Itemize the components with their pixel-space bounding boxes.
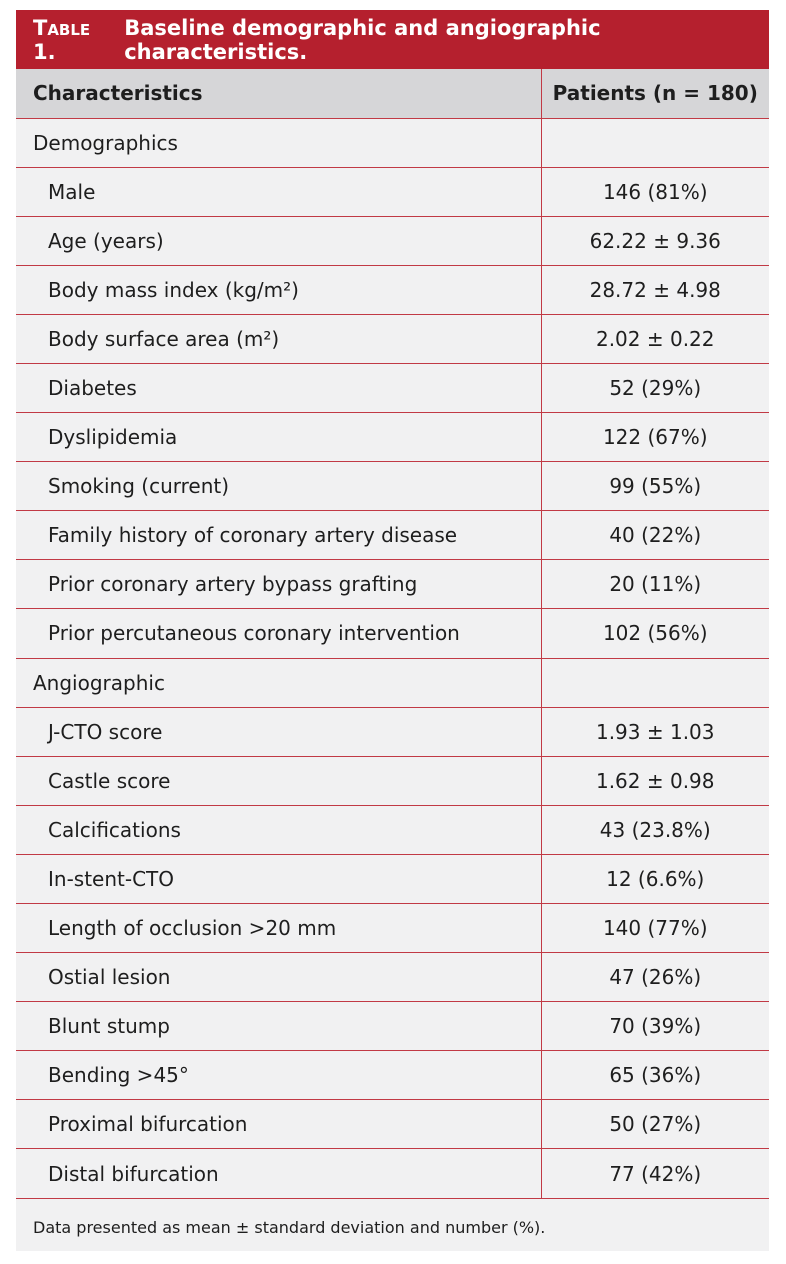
row-label: Distal bifurcation xyxy=(48,1161,219,1186)
table-body xyxy=(16,118,769,1198)
row-value: 77 (42%) xyxy=(541,1149,769,1198)
row-value: 99 (55%) xyxy=(541,462,769,511)
table-row xyxy=(16,511,769,560)
table-row xyxy=(16,904,769,953)
header-patients: Patients (n = 180) xyxy=(541,69,769,118)
characteristics-table xyxy=(16,69,769,1198)
table-row xyxy=(16,1149,769,1198)
table-row xyxy=(16,1051,769,1100)
row-value: 28.72 ± 4.98 xyxy=(541,265,769,314)
table-row xyxy=(16,265,769,314)
table-row xyxy=(16,953,769,1002)
row-value: 1.93 ± 1.03 xyxy=(541,707,769,756)
row-value: 2.02 ± 0.22 xyxy=(541,314,769,363)
row-value: 62.22 ± 9.36 xyxy=(541,216,769,265)
table-row xyxy=(16,413,769,462)
table-row xyxy=(16,560,769,609)
section-value-empty xyxy=(541,118,769,167)
table-row xyxy=(16,462,769,511)
section-label: Angiographic xyxy=(16,658,541,707)
section-row xyxy=(16,658,769,707)
row-value: 65 (36%) xyxy=(541,1051,769,1100)
row-value: 140 (77%) xyxy=(541,904,769,953)
row-value: 1.62 ± 0.98 xyxy=(541,756,769,805)
row-label: Prior percutaneous coronary intervention xyxy=(16,609,541,658)
header-characteristics: Characteristics xyxy=(16,69,541,118)
row-label: J-CTO score xyxy=(16,707,541,756)
row-label: Age (years) xyxy=(16,216,541,265)
row-value: 102 (56%) xyxy=(541,609,769,658)
row-label: Smoking (current) xyxy=(16,462,541,511)
row-value: 47 (26%) xyxy=(541,953,769,1002)
row-label: Diabetes xyxy=(16,363,541,412)
table-row xyxy=(16,1002,769,1051)
row-value: 40 (22%) xyxy=(541,511,769,560)
section-value-empty xyxy=(541,658,769,707)
row-value: 20 (11%) xyxy=(541,560,769,609)
row-label: In-stent-CTO xyxy=(16,854,541,903)
row-label: Blunt stump xyxy=(16,1002,541,1051)
table-row xyxy=(16,216,769,265)
row-label: Bending >45° xyxy=(16,1051,541,1100)
table-row xyxy=(16,805,769,854)
table-row xyxy=(16,1100,769,1149)
table-row xyxy=(16,167,769,216)
row-label: Proximal bifurcation xyxy=(16,1100,541,1149)
row-value: 146 (81%) xyxy=(541,167,769,216)
row-label: Calcifications xyxy=(16,805,541,854)
section-row xyxy=(16,118,769,167)
table-card xyxy=(16,10,769,1251)
row-value: 70 (39%) xyxy=(541,1002,769,1051)
row-label: Castle score xyxy=(16,756,541,805)
table-row xyxy=(16,854,769,903)
table-label: Table 1. xyxy=(33,15,91,64)
row-value: 122 (67%) xyxy=(541,413,769,462)
row-label: Body surface area (m²) xyxy=(16,314,541,363)
table-row xyxy=(16,314,769,363)
table-title-bar xyxy=(16,10,769,69)
table-row xyxy=(16,363,769,412)
table-row xyxy=(16,609,769,658)
row-label: Body mass index (kg/m²) xyxy=(16,265,541,314)
row-label: Prior coronary artery bypass grafting xyxy=(16,560,541,609)
row-value: 52 (29%) xyxy=(541,363,769,412)
table-footnote: Data presented as mean ± standard deviation and number (%). xyxy=(16,1198,769,1256)
row-label: Dyslipidemia xyxy=(16,413,541,462)
section-label: Demographics xyxy=(16,118,541,167)
row-label: Male xyxy=(16,167,541,216)
row-label: Length of occlusion >20 mm xyxy=(16,904,541,953)
table-title: Baseline demographic and angiographic characteristics. xyxy=(124,15,601,64)
row-value: 43 (23.8%) xyxy=(541,805,769,854)
row-label: Ostial lesion xyxy=(16,953,541,1002)
row-label: Family history of coronary artery disease xyxy=(16,511,541,560)
row-value: 12 (6.6%) xyxy=(541,854,769,903)
table-row xyxy=(16,707,769,756)
table-header-row xyxy=(16,69,769,118)
table-row xyxy=(16,756,769,805)
row-value: 50 (27%) xyxy=(541,1100,769,1149)
